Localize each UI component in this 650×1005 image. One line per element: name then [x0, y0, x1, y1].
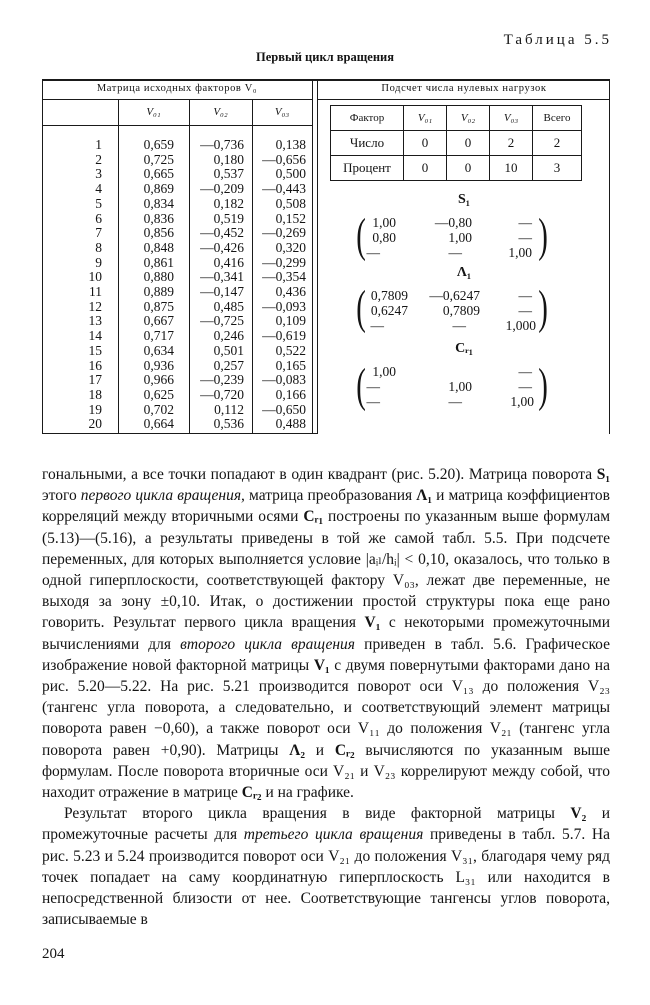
value-v01: 0,861 [143, 254, 174, 270]
text-run: Λ₁ [416, 487, 433, 505]
row-number: 3 [95, 166, 102, 182]
value-v02: 0,112 [214, 401, 244, 417]
matrix-cr1-left-paren: ( [356, 359, 366, 412]
text-run: приведен в табл. 5.6. Графическое изображение новой факторной матрицы [42, 635, 611, 674]
value-v01: 0,875 [143, 298, 174, 314]
value-v02: 0,416 [213, 254, 244, 270]
value-v03: 0,166 [275, 386, 306, 402]
section-divider-b [317, 79, 318, 434]
row-number: 2 [95, 151, 102, 167]
matrix-cell: — [518, 379, 532, 394]
matrix-cell: — [366, 394, 380, 409]
row-number: 4 [95, 181, 102, 197]
matrix-s1-label: S₁ [458, 192, 470, 207]
text-run: Результат второго цикла вращения в виде факторной матрицы [64, 805, 571, 823]
text-run: третьего цикла вращения [243, 826, 424, 844]
value-v01: 0,880 [143, 269, 174, 285]
value-v02: —0,341 [200, 269, 244, 285]
text-run: Cᵣ₁ [303, 508, 324, 526]
text-run: V₁ [313, 656, 330, 674]
right-section-header: Подсчет числа нулевых нагрузок [381, 83, 547, 94]
matrix-cell: 0,7809 [370, 288, 408, 303]
row-number: 18 [88, 386, 102, 402]
row-number: 9 [95, 254, 102, 270]
matrix-s1-left-paren: ( [356, 209, 366, 262]
matrix-cell: — [448, 245, 462, 260]
col-divider-2 [189, 99, 190, 434]
matrix-cr1-right-paren: ) [538, 359, 548, 412]
text-run: и [304, 741, 335, 759]
value-v01: 0,625 [143, 386, 174, 402]
body-text [42, 464, 610, 930]
table-right-rule [609, 79, 610, 434]
value-v03: 0,165 [275, 357, 306, 373]
row-number: 14 [88, 328, 102, 344]
text-run: V₂ [570, 805, 587, 823]
text-run: Cᵣ₂ [334, 741, 355, 759]
value-v01: 0,834 [143, 195, 174, 211]
text-run: с некоторыми промежуточными вычислениями для [42, 614, 610, 653]
row-number: 1 [95, 137, 102, 152]
value-v03: 0,109 [275, 313, 306, 329]
zero-cell: Процент [331, 156, 404, 181]
value-v03: 0,436 [275, 284, 306, 299]
text-run: Cᵣ₂ [241, 784, 262, 802]
text-run: с двумя повернутыми факторами дано на рис. 5.20—5.22. На рис. 5.21 производится поворот оси V₁₃ до положения V₂₃ (тангенс угла поворота, а следовательно, и соответствующий элемент матрицы поворота равен −0,60), а также поворот оси V₁₁ до положения V₂₁ (тангенс угла поворота равен +0,90). Матрицы [42, 656, 610, 759]
body-paragraph-1 [42, 464, 610, 803]
matrix-cell: — [518, 215, 532, 230]
value-v03: —0,083 [262, 372, 306, 388]
value-v02: —0,426 [200, 239, 244, 255]
right-header-rule [318, 99, 610, 100]
text-run: вычисляются по указанным выше формулам. После поворота вторичные оси V₂₁ и V₂₃ коррелируют между собой, что находит отражение в матрице [42, 741, 611, 802]
col-divider-1 [118, 99, 119, 434]
matrix-cell: 1,00 [448, 379, 472, 394]
matrix-cell: — [370, 318, 384, 333]
value-v01: 0,702 [143, 401, 174, 417]
value-v02: 0,501 [213, 342, 244, 358]
matrix-cell: 0,80 [372, 230, 396, 245]
section-divider-a [312, 79, 313, 434]
row-number: 12 [88, 298, 102, 314]
zero-head-v01: V₀₁ [404, 106, 447, 131]
matrix-cell: — [366, 245, 380, 260]
zero-head-v02: V₀₂ [447, 106, 490, 131]
value-v02: 0,257 [213, 357, 244, 373]
text-run: второго цикла вращения [180, 635, 356, 653]
table-5-5 [42, 79, 610, 435]
text-run: и на графике. [261, 784, 354, 802]
value-v02: 0,246 [213, 328, 244, 344]
matrix-lambda1-right-paren: ) [538, 281, 548, 334]
value-v01: 0,665 [143, 166, 174, 182]
value-v03: 0,508 [275, 195, 306, 211]
text-run: V₁ [364, 614, 381, 632]
value-v02: —0,239 [200, 372, 244, 388]
matrix-s1-right-paren: ) [538, 209, 548, 262]
zero-cell: 3 [533, 156, 582, 181]
matrix-cell: — [452, 318, 466, 333]
value-v01: 0,936 [143, 357, 174, 373]
value-v01: 0,889 [143, 284, 174, 299]
zero-head-factor: Фактор [331, 106, 404, 131]
text-run: Λ₂ [289, 741, 305, 759]
value-v02: —0,147 [200, 284, 244, 299]
row-number: 16 [88, 357, 102, 373]
value-v01: 0,717 [143, 328, 174, 344]
row-number: 20 [88, 416, 102, 432]
value-v03: —0,656 [262, 151, 306, 167]
row-number: 7 [95, 225, 102, 241]
zero-cell: 2 [490, 131, 533, 156]
value-v03: 0,152 [275, 210, 306, 226]
matrix-cell: — [448, 394, 462, 409]
left-header-rule [42, 99, 312, 100]
value-v03: —0,619 [262, 328, 306, 344]
row-number: 6 [95, 210, 102, 226]
left-section-header: Матрица исходных факторов V₀ [96, 83, 258, 94]
row-number: 15 [88, 342, 102, 358]
value-v01: 0,848 [143, 239, 174, 255]
text-run: построены по указанным выше формулам (5.13)—(5.16), а результаты приведены в той же самой табл. 5.5. При подсчете переменных, для которых выполняется условие |aᵢₗ/hᵢ| < 0,10, оказалось, что только в одной гиперплоскости, соответствующей фактору V₀₃, лежат две переменные, не выходя за зону ±0,10. Итак, о достижении простой структуры пока еще рано говорить. Результат первого цикла вращения [42, 508, 611, 632]
page-number: 204 [42, 946, 65, 962]
table-label: Таблица 5.5 [503, 32, 612, 48]
text-run: приведены в табл. 5.7. На рис. 5.23 и 5.24 производится поворот оси V₂₁ до положения V₃₁, благодаря чему ряд точек попадает на саму координатную гиперплоскость L₃₁ или находится в непосредственной близости от нее. Соответствующие тангенсы углов поворота, записываемые в [42, 826, 610, 929]
value-v03: 0,522 [275, 342, 306, 358]
value-v03: 0,488 [275, 416, 306, 432]
matrix-cell: — [366, 379, 380, 394]
matrix-cr1-label: Cᵣ₁ [455, 341, 473, 356]
zero-table-row-percent [331, 156, 582, 181]
zero-loadings-table [330, 105, 582, 181]
matrix-cell: 1,00 [510, 394, 534, 409]
matrix-cell: —0,80 [434, 215, 472, 230]
value-v02: —0,452 [200, 225, 244, 241]
zero-head-v03: V₀₃ [490, 106, 533, 131]
matrix-lambda1-label: Λ₁ [456, 265, 472, 280]
matrix-cell: — [518, 303, 532, 318]
matrix-lambda1-left-paren: ( [356, 281, 366, 334]
value-v03: —0,354 [262, 269, 306, 285]
value-v02: 0,485 [213, 298, 244, 314]
row-number: 13 [88, 313, 102, 329]
value-v02: —0,736 [200, 137, 244, 152]
table-left-rule [42, 79, 43, 434]
row-number: 5 [95, 195, 102, 211]
value-v01: 0,836 [143, 210, 174, 226]
zero-cell: 0 [447, 131, 490, 156]
matrix-cell: — [518, 364, 532, 379]
value-v03: 0,500 [275, 166, 306, 182]
value-v02: 0,519 [213, 210, 244, 226]
matrix-cell: 1,00 [508, 245, 532, 260]
matrix-cell: — [518, 288, 532, 303]
value-v03: 0,138 [275, 137, 306, 152]
row-number: 11 [89, 284, 102, 299]
row-number: 19 [88, 401, 102, 417]
left-colhead-rule [42, 125, 312, 126]
value-v03: —0,269 [262, 225, 306, 241]
matrix-cell: 1,000 [505, 318, 536, 333]
value-v03: —0,093 [262, 298, 306, 314]
col-head-v02: V₀₂ [213, 106, 228, 118]
col-head-v03: V₀₃ [274, 106, 290, 118]
value-v01: 0,869 [143, 181, 174, 197]
value-v01: 0,725 [143, 151, 174, 167]
zero-table-row-count [331, 131, 582, 156]
matrix-cell: 0,7809 [442, 303, 480, 318]
zero-cell: 2 [533, 131, 582, 156]
value-v01: 0,856 [143, 225, 174, 241]
table-bottom-rule [42, 433, 318, 434]
matrix-cell: —0,6247 [429, 288, 480, 303]
value-v03: —0,650 [262, 401, 306, 417]
value-v01: 0,659 [143, 137, 174, 152]
value-v01: 0,634 [143, 342, 174, 358]
table-title: Первый цикл вращения [255, 50, 395, 64]
value-v01: 0,667 [143, 313, 174, 329]
body-paragraph-2 [42, 803, 610, 930]
value-v02: 0,537 [213, 166, 244, 182]
row-number: 17 [88, 372, 102, 388]
row-number: 10 [88, 269, 102, 285]
matrix-cell: 1,00 [372, 215, 396, 230]
value-v02: —0,209 [200, 181, 244, 197]
matrix-cell: 1,00 [372, 364, 396, 379]
value-v03: —0,299 [262, 254, 306, 270]
text-run: матрица преобразования [244, 487, 417, 505]
zero-table-header [331, 106, 582, 131]
row-number: 8 [95, 239, 102, 255]
zero-cell: Число [331, 131, 404, 156]
value-v03: —0,443 [262, 181, 306, 197]
zero-cell: 0 [404, 131, 447, 156]
value-v02: 0,182 [213, 195, 244, 211]
value-v02: —0,725 [200, 313, 244, 329]
col-head-v01: V₀₁ [146, 106, 161, 118]
table-top-rule [42, 79, 610, 81]
value-v03: 0,320 [275, 239, 306, 255]
zero-cell: 0 [447, 156, 490, 181]
text-run: этого [42, 487, 81, 505]
text-run: и матрица коэффициентов корреляций между вторичными осями [42, 487, 610, 526]
text-run: первого цикла вращения, [80, 487, 245, 505]
value-v02: —0,720 [200, 386, 244, 402]
value-v01: 0,664 [143, 416, 174, 432]
value-v02: 0,180 [213, 151, 244, 167]
text-run: и промежуточные расчеты для [42, 805, 611, 844]
col-divider-3 [252, 99, 253, 434]
text-run: гональными, а все точки попадают в один квадрант (рис. 5.20). Матрица поворота [42, 466, 597, 483]
matrix-cell: 1,00 [448, 230, 472, 245]
zero-head-total: Всего [533, 106, 582, 131]
value-v02: 0,536 [213, 416, 244, 432]
zero-cell: 0 [404, 156, 447, 181]
zero-cell: 10 [490, 156, 533, 181]
matrix-cell: 0,6247 [370, 303, 408, 318]
text-run: S₁ [596, 466, 610, 483]
value-v01: 0,966 [143, 372, 174, 388]
matrix-cell: — [518, 230, 532, 245]
